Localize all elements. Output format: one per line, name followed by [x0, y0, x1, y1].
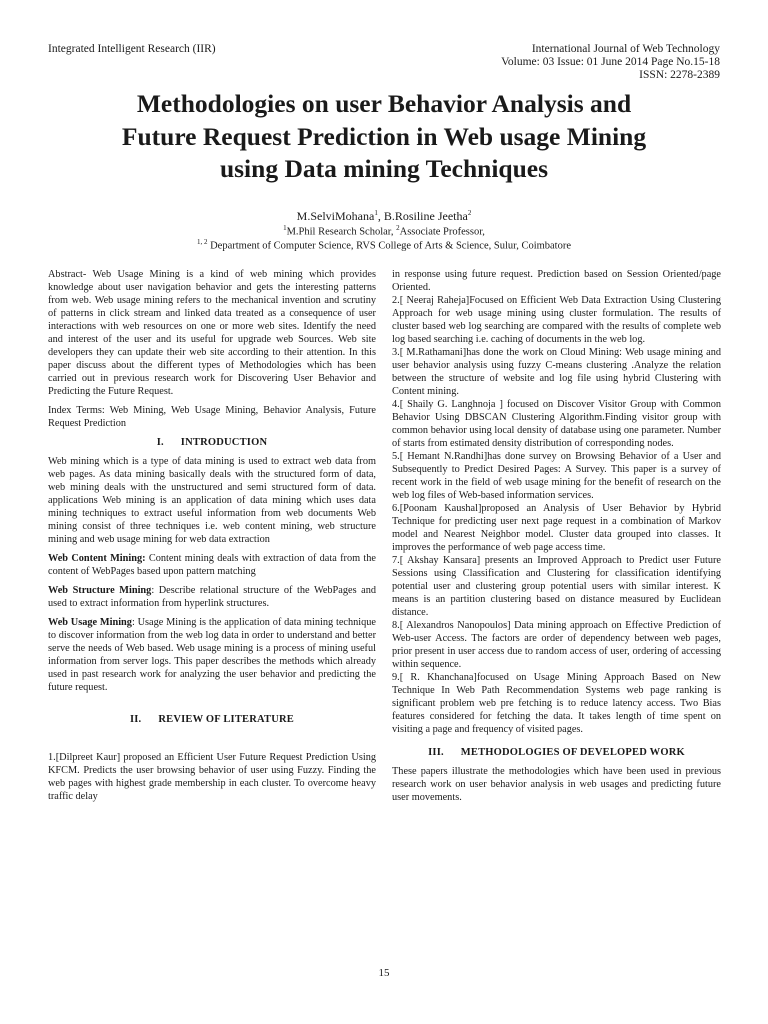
author-1-sup: 1: [374, 209, 378, 217]
volume-issue: Volume: 03 Issue: 01 June 2014 Page No.15-18: [501, 56, 720, 68]
reference-3: 3.[ M.Rathamani]has done the work on Cloud Mining: Web usage mining and user behavior analysis using fuzzy C-means clustering .Analyze the relation between the structure of website and log file using hybrid Clustering with Content mining.: [392, 347, 721, 397]
web-usage-mining-text: : Usage Mining is the application of data mining technique to discover information from the web log data in order to understand and better serve the needs of Web based. Web usage mining is a process of mining useful information from server logs. This paper describes the methods which already used in past research work for analyzing the user behavior and predicting the future request.: [48, 617, 376, 693]
reference-1-continued: in response using future request. Prediction based on Session Oriented/page Oriented.: [392, 269, 721, 293]
right-column: [392, 268, 721, 804]
issn: ISSN: 2278-2389: [639, 69, 720, 81]
author-1: M.SelviMohana: [296, 209, 375, 223]
title-line-3: using Data mining Techniques: [219, 154, 549, 183]
aff-sup-2: 2: [396, 224, 400, 232]
left-column: [48, 268, 376, 803]
web-usage-mining-heading: Web Usage Mining: [48, 617, 132, 628]
web-structure-mining-heading: Web Structure Mining: [48, 585, 152, 596]
aff-dept-text: Department of Computer Science, RVS College of Arts & Science, Sulur, Coimbatore: [207, 240, 572, 252]
reference-7: 7.[ Akshay Kansara] presents an Improved Approach to Predict user Future Sessions using Classification and Clustering for classification identifying potential user and clustering group potential users with similar interest. K means is an partition clustering based on distance measured by Euclidean distance.: [392, 555, 721, 618]
web-content-mining-paragraph: [48, 552, 376, 578]
web-content-mining-heading: Web Content Mining:: [48, 553, 146, 564]
section-heading-methodologies: III. METHODOLOGIES OF DEVELOPED WORK: [428, 747, 685, 758]
intro-paragraph: Web mining which is a type of data mining is used to extract web data from web pages. As data mining basically deals with the structured form of data, web mining deals with the unstructured and semi structured form of data. applications Web mining is an application of data mining which uses data mining techniques to extract useful information from web documents Web mining consist of three techniques i.e. web content mining, web structure mining and web usage mining for web data extraction: [48, 456, 376, 545]
reference-4: 4.[ Shaily G. Langhnoja ] focused on Discover Visitor Group with Common Behavior Using DBSCAN Clustering Algorithm.Finding visitor group with common behavior using local density of database using one parameter. Number of starts from estimated density distribution of corresponding nodes.: [392, 399, 721, 449]
affiliation-roles: [0, 224, 768, 238]
reference-6: 6.[Poonam Kaushal]proposed an Analysis of User Behavior by Hybrid Technique for predicting user next page request in a combination of Markov model and Nearest Neighbor model. Cluster data grouped into classes. It improves the performance of web page access time.: [392, 503, 721, 553]
journal-name: International Journal of Web Technology: [531, 43, 720, 55]
journal-header-right: [501, 43, 720, 82]
journal-header-left: Integrated Intelligent Research (IIR): [48, 43, 216, 55]
section-heading-review: II. REVIEW OF LITERATURE: [129, 714, 294, 725]
web-usage-mining-paragraph: [48, 616, 376, 694]
index-terms: Index Terms: Web Mining, Web Usage Mining, Behavior Analysis, Future Request Prediction: [48, 405, 376, 429]
title-line-2: Future Request Prediction in Web usage Mining: [121, 121, 647, 151]
web-structure-mining-paragraph: [48, 584, 376, 610]
page-number: 15: [378, 967, 390, 979]
aff-dept-sup: 1, 2: [196, 238, 208, 246]
title-line-1: Methodologies on user Behavior Analysis and: [136, 89, 632, 118]
reference-1: 1.[Dilpreet Kaur] proposed an Efficient User Future Request Prediction Using KFCM. Predicts the user browsing behavior of user using Fuzzy. Finding the web pages with highest grade membership in each cluster. To overcome heavy traffic delay: [48, 752, 376, 802]
reference-9: 9.[ R. Khanchana]focused on Usage Mining Approach Based on New Technique In Web Path Recommendation Systems web page ranking is significant problem web pre fetching is to reduce latency access. Two Bias features considered for fetching the data. It takes length of time spent on visiting a page and frequency of visited pages.: [392, 672, 721, 735]
web-content-mining-text: Content mining deals with extraction of data from the content of WebPages based upon pattern matching: [48, 553, 376, 577]
reference-5: 5.[ Hemant N.Randhi]has done survey on Browsing Behavior of a User and Subsequently to Predict Desired Pages: A Survey. This paper is a survey of recent work in the field of web usage mining for the benefit of research on the web log files of Web-based information services.: [392, 451, 721, 501]
web-structure-mining-text: : Describe relational structure of the WebPages and used to extract information from hyperlink structures.: [48, 585, 376, 609]
abstract: Abstract- Web Usage Mining is a kind of web mining which provides knowledge about user navigation behavior and gets the interesting patterns from web. Web usage mining refers to the mechanical invention and scrutiny of patterns in click stream and linked data treated as a consequence of user interactions with web resources on one or more web sites. Identify the need and interest of the user and its useful for upgrade web Sources. Web site developers they can update their web site according to their attention. In this paper discuss about the different types of Methodologies which has been carried out in previous research work for Discovering User Behavior and Predicting the Future Request.: [48, 269, 376, 397]
reference-2: 2.[ Neeraj Raheja]Focused on Efficient Web Data Extraction Using Clustering Approach for web usage mining using cluster formulation. The results of cluster based web log searching are compared with the results of complete web log based searching i.e. caching of documents in the web log.: [392, 295, 721, 345]
aff-role-1: M.Phil Research Scholar,: [286, 226, 397, 238]
affiliation-department: [0, 238, 768, 252]
methodologies-paragraph: These papers illustrate the methodologies which have been used in previous research work on user behavior analysis in web usages and predicting future user movements.: [392, 766, 721, 803]
reference-8: 8.[ Alexandros Nanopoulos] Data mining approach on Effective Prediction of Web-user Access. The factors are order of dependency between web pages, prior present in user access due to random access of user, ordering of accessing within sequence.: [392, 620, 721, 670]
aff-role-2: Associate Professor,: [399, 226, 485, 238]
author-2-sup: 2: [467, 209, 472, 217]
author-2: , B.Rosiline Jeetha: [377, 209, 468, 223]
author-list: [0, 209, 768, 224]
paper-title: [40, 88, 728, 186]
section-heading-introduction: I. INTRODUCTION: [156, 437, 268, 448]
aff-sup-1: 1: [283, 224, 287, 232]
